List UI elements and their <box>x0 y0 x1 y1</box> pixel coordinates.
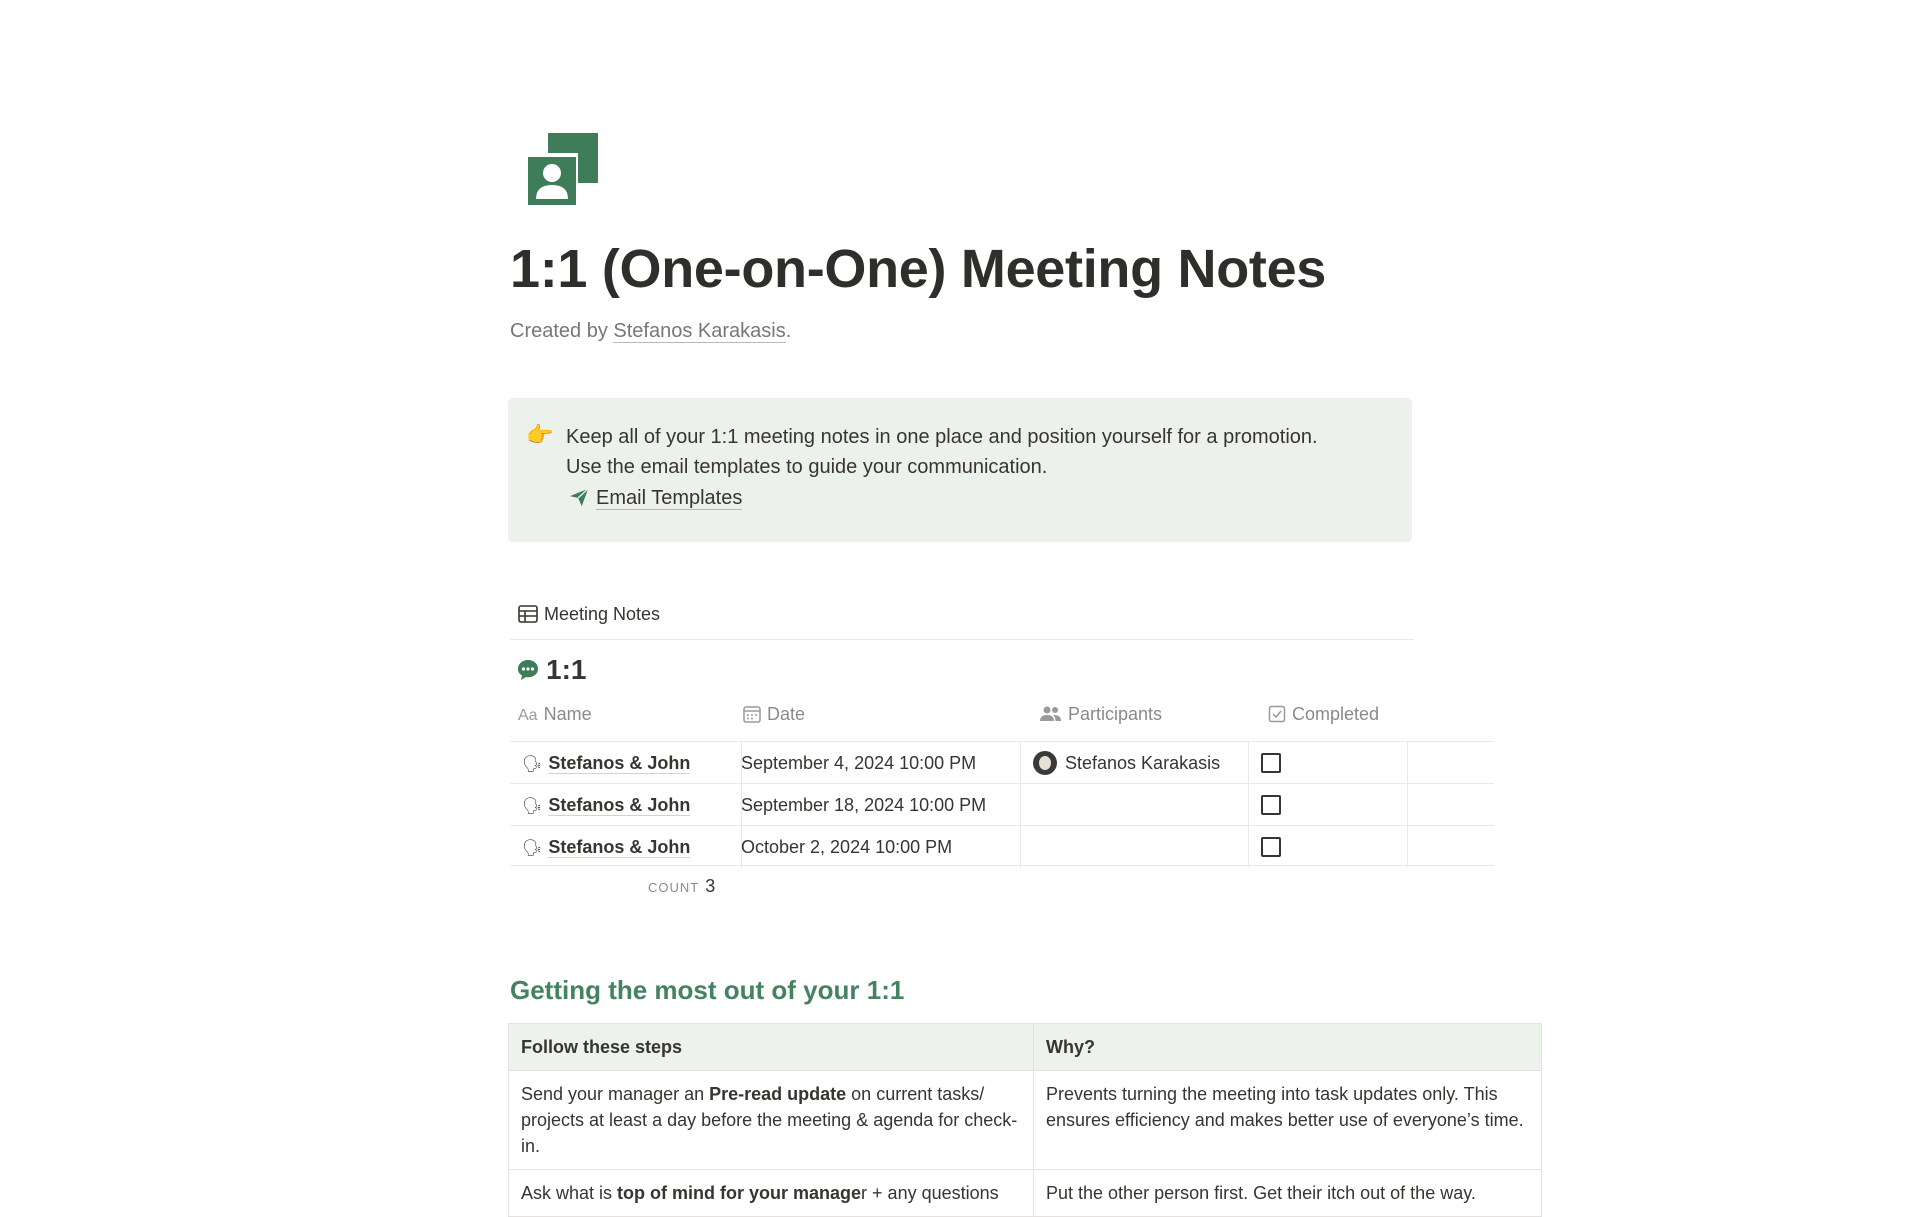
paper-plane-icon <box>568 486 590 508</box>
column-header-date[interactable] <box>743 704 805 725</box>
cell-empty <box>1408 742 1494 784</box>
table-bottom-border <box>510 865 1494 866</box>
text-type-icon: Aa <box>518 707 538 724</box>
completed-checkbox[interactable] <box>1261 795 1281 815</box>
count-summary[interactable] <box>648 876 715 897</box>
cell-completed[interactable] <box>1249 826 1408 868</box>
cell-participants[interactable] <box>1021 784 1249 826</box>
cell-name[interactable] <box>510 784 742 826</box>
checkbox-icon <box>1268 705 1286 723</box>
column-label: Completed <box>1292 704 1380 724</box>
column-header-name[interactable] <box>518 704 592 725</box>
header-cell-steps[interactable]: Follow these steps <box>509 1024 1034 1071</box>
people-icon <box>1040 705 1062 723</box>
table-row[interactable] <box>510 741 1494 784</box>
cell-participants[interactable] <box>1021 826 1249 868</box>
column-label: Date <box>767 704 806 724</box>
cell-completed[interactable] <box>1249 784 1408 826</box>
cell-empty <box>1408 826 1494 868</box>
step-text: Send your manager an <box>521 1084 710 1104</box>
count-label: COUNT <box>648 880 700 895</box>
speech-bubble-icon <box>516 658 540 682</box>
count-value: 3 <box>705 876 716 896</box>
tab-label: Meeting Notes <box>544 604 661 624</box>
page-title: 1:1 (One-on-One) Meeting Notes <box>510 239 1327 299</box>
steps-table <box>508 1023 1542 1217</box>
row-name[interactable]: Stefanos & John <box>548 753 691 773</box>
column-label: Participants <box>1068 704 1163 724</box>
step-text: Ask what is <box>521 1183 618 1203</box>
step-text: r + any questions <box>861 1183 999 1203</box>
cell-name[interactable] <box>510 826 742 868</box>
callout-line-1: Keep all of your 1:1 meeting notes in one place and position yourself for a promotion. <box>566 426 1318 448</box>
step-bold: Pre-read update <box>709 1084 847 1104</box>
row-name[interactable]: Stefanos & John <box>548 795 691 815</box>
page-icon[interactable] <box>524 133 604 213</box>
byline-suffix: . <box>785 320 792 342</box>
table-icon <box>518 605 538 623</box>
cell-date[interactable]: September 18, 2024 10:00 PM <box>729 784 1021 826</box>
byline <box>510 320 791 343</box>
pointing-hand-icon: 👉 <box>526 422 554 447</box>
table-row <box>509 1071 1542 1170</box>
email-templates-link[interactable] <box>568 486 742 510</box>
callout <box>508 398 1412 542</box>
why-cell[interactable]: Prevents turning the meeting into task updates only. This ensures efficiency and makes better use of everyone’s time. <box>1034 1071 1542 1170</box>
step-text: on current tasks/ projects at least a day before the meeting & agenda for check-in. <box>521 1084 1018 1156</box>
cell-empty <box>1408 784 1494 826</box>
table-row[interactable] <box>510 825 1494 868</box>
database-title[interactable] <box>516 654 586 686</box>
callout-line-2: Use the email templates to guide your communication. <box>566 456 1048 478</box>
database-title-label: 1:1 <box>546 654 587 685</box>
divider <box>510 639 1414 640</box>
step-bold: top of mind for your manage <box>617 1183 862 1203</box>
why-cell[interactable]: Put the other person first. Get their itch out of the way. <box>1034 1170 1542 1217</box>
speaking-head-icon: 🗣 <box>522 756 543 773</box>
email-templates-label: Email Templates <box>596 487 743 509</box>
header-cell-why[interactable]: Why? <box>1034 1024 1542 1071</box>
cell-name[interactable] <box>510 742 742 784</box>
cell-date[interactable]: October 2, 2024 10:00 PM <box>729 826 1021 868</box>
calendar-icon <box>743 705 761 723</box>
cell-participants[interactable] <box>1021 742 1249 784</box>
step-cell[interactable] <box>509 1170 1034 1217</box>
column-label: Name <box>543 704 592 724</box>
author-link[interactable]: Stefanos Karakasis <box>613 320 786 342</box>
tab-meeting-notes[interactable] <box>518 604 660 625</box>
speaking-head-icon: 🗣 <box>522 798 543 815</box>
section-heading: Getting the most out of your 1:1 <box>510 975 905 1005</box>
step-cell[interactable] <box>509 1071 1034 1170</box>
byline-prefix: Created by <box>510 320 614 342</box>
participant-name: Stefanos Karakasis <box>1065 753 1221 773</box>
row-name[interactable]: Stefanos & John <box>548 837 691 857</box>
table-row <box>509 1170 1542 1217</box>
column-header-completed[interactable] <box>1268 704 1379 725</box>
table-row[interactable] <box>510 783 1494 826</box>
completed-checkbox[interactable] <box>1261 837 1281 857</box>
completed-checkbox[interactable] <box>1261 753 1281 773</box>
cell-date[interactable]: September 4, 2024 10:00 PM <box>729 742 1021 784</box>
cell-completed[interactable] <box>1249 742 1408 784</box>
avatar <box>1033 751 1057 775</box>
callout-text <box>566 422 1406 482</box>
column-header-participants[interactable] <box>1040 704 1162 725</box>
table-header-row <box>509 1024 1542 1071</box>
speaking-head-icon: 🗣 <box>522 840 543 857</box>
person-card-icon <box>524 133 604 213</box>
